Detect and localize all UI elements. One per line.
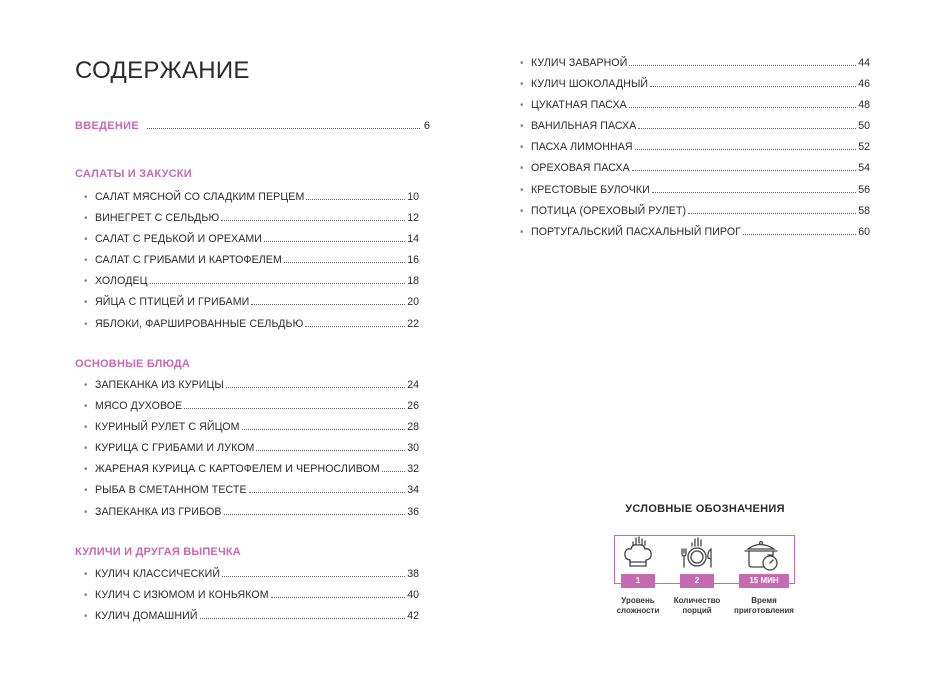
dot-leader	[224, 513, 406, 515]
bullet-icon: •	[84, 213, 88, 225]
dot-leader	[638, 127, 856, 129]
toc-entry[interactable]	[84, 211, 419, 232]
page-number: 56	[858, 183, 870, 196]
caption-line: Количество	[673, 596, 721, 605]
page-number: 14	[407, 233, 419, 246]
entry-title: ЖАРЕНАЯ КУРИЦА С КАРТОФЕЛЕМ И ЧЕРНОСЛИВОМ	[95, 463, 380, 476]
bullet-icon: •	[84, 255, 88, 267]
entry-title: САЛАТ С ГРИБАМИ И КАРТОФЕЛЕМ	[95, 254, 282, 267]
bullet-icon: •	[84, 464, 88, 476]
dot-leader	[256, 449, 405, 451]
bullet-icon: •	[84, 485, 88, 497]
toc-list-bakery-continued	[520, 56, 870, 246]
section-header-main-dishes: ОСНОВНЫЕ БЛЮДА	[75, 358, 191, 370]
toc-list-salads	[84, 190, 419, 338]
intro-label: ВВЕДЕНИЕ	[75, 120, 139, 132]
cooking-time-badge: 15 МИН	[739, 574, 789, 588]
entry-title: ЗАПЕКАНКА ИЗ ГРИБОВ	[95, 505, 222, 518]
entry-title: КУЛИЧ ШОКОЛАДНЫЙ	[531, 78, 649, 91]
entry-title: ХОЛОДЕЦ	[95, 275, 148, 288]
entry-title: КУЛИЧ ДОМАШНИЙ	[95, 610, 198, 623]
entry-title: КУЛИЧ С ИЗЮМОМ И КОНЬЯКОМ	[95, 589, 269, 602]
entry-title: КУРИНЫЙ РУЛЕТ С ЯЙЦОМ	[95, 421, 240, 434]
entry-title: КРЕСТОВЫЕ БУЛОЧКИ	[531, 183, 650, 196]
dot-leader	[305, 325, 405, 327]
entry-title: КУРИЦА С ГРИБАМИ И ЛУКОМ	[95, 442, 255, 455]
entry-title: МЯСО ДУХОВОЕ	[95, 400, 183, 413]
page-number: 6	[423, 120, 430, 132]
caption-line: приготовления	[734, 606, 794, 615]
toc-entry[interactable]	[84, 399, 419, 420]
page-number: 20	[407, 296, 419, 309]
toc-entry[interactable]	[84, 483, 419, 504]
dot-leader	[249, 491, 406, 493]
toc-entry[interactable]	[520, 225, 870, 246]
bullet-icon: •	[520, 58, 524, 69]
toc-intro-entry[interactable]	[75, 119, 430, 133]
dot-leader	[221, 219, 405, 221]
dot-leader	[200, 617, 406, 619]
toc-entry[interactable]	[84, 588, 419, 609]
toc-entry[interactable]	[84, 378, 419, 399]
bullet-icon: •	[84, 590, 88, 602]
entry-title: САЛАТ МЯСНОЙ СО СЛАДКИМ ПЕРЦЕМ	[95, 191, 305, 203]
page-number: 60	[858, 225, 870, 238]
dot-leader	[650, 85, 856, 87]
plate-cutlery-icon	[678, 536, 716, 572]
entry-title: ПОРТУГАЛЬСКИЙ ПАСХАЛЬНЫЙ ПИРОГ	[531, 225, 742, 238]
page-number: 32	[407, 463, 419, 476]
bullet-icon: •	[84, 192, 88, 203]
page-number: 18	[407, 275, 419, 288]
entry-title: КУЛИЧ ЗАВАРНОЙ	[531, 57, 628, 69]
toc-entry[interactable]	[520, 183, 870, 204]
bullet-icon: •	[84, 297, 88, 309]
bullet-icon: •	[84, 380, 88, 391]
dot-leader	[271, 596, 406, 598]
page-number: 22	[407, 317, 419, 330]
entry-title: ОРЕХОВАЯ ПАСХА	[531, 162, 630, 175]
page-number: 50	[858, 120, 870, 133]
page-number: 12	[407, 212, 419, 225]
page-number: 44	[858, 57, 870, 69]
caption-line: Время	[751, 596, 777, 605]
dot-leader	[652, 191, 856, 193]
section-header-salads: САЛАТЫ И ЗАКУСКИ	[75, 168, 192, 180]
toc-entry[interactable]	[84, 190, 419, 211]
bullet-icon: •	[520, 226, 524, 238]
toc-entry[interactable]	[520, 56, 870, 77]
page-number: 58	[858, 204, 870, 217]
page-number: 36	[407, 505, 419, 518]
dot-leader	[743, 233, 856, 235]
page-number: 16	[407, 254, 419, 267]
entry-title: ЯБЛОКИ, ФАРШИРОВАННЫЕ СЕЛЬДЬЮ	[95, 317, 304, 330]
bullet-icon: •	[84, 506, 88, 518]
caption-line: Уровень	[621, 596, 655, 605]
toc-entry[interactable]	[520, 161, 870, 182]
entry-title: КУЛИЧ КЛАССИЧЕСКИЙ	[95, 568, 221, 580]
entry-title: ВИНЕГРЕТ С СЕЛЬДЬЮ	[95, 212, 220, 225]
page-number: 52	[858, 141, 870, 154]
page-number: 48	[858, 99, 870, 112]
section-header-bakery: КУЛИЧИ И ДРУГАЯ ВЫПЕЧКА	[75, 546, 241, 558]
entry-title: ЦУКАТНАЯ ПАСХА	[531, 99, 627, 112]
page-number: 34	[407, 484, 419, 497]
dot-leader	[222, 575, 405, 577]
dot-leader	[184, 407, 405, 409]
bullet-icon: •	[520, 79, 524, 91]
page-number: 24	[407, 379, 419, 391]
dot-leader	[147, 127, 420, 129]
entry-title: РЫБА В СМЕТАННОМ ТЕСТЕ	[95, 484, 247, 497]
bullet-icon: •	[84, 422, 88, 434]
toc-entry[interactable]	[520, 204, 870, 225]
dot-leader	[629, 106, 856, 108]
bullet-icon: •	[84, 276, 88, 288]
page-number: 42	[407, 610, 419, 623]
dot-leader	[264, 240, 405, 242]
bullet-icon: •	[84, 401, 88, 413]
bullet-icon: •	[520, 163, 524, 175]
dot-leader	[306, 198, 405, 200]
toc-list-bakery	[84, 567, 419, 630]
page-number: 40	[407, 589, 419, 602]
toc-entry[interactable]	[84, 232, 419, 253]
bullet-icon: •	[84, 569, 88, 580]
caption-line: порций	[682, 606, 712, 615]
dot-leader	[251, 303, 405, 305]
legend	[600, 500, 810, 630]
entry-title: ЗАПЕКАНКА ИЗ КУРИЦЫ	[95, 379, 224, 391]
page-title: СОДЕРЖАНИЕ	[75, 57, 250, 84]
entry-title: ПОТИЦА (ОРЕХОВЫЙ РУЛЕТ)	[531, 204, 687, 217]
page-number: 28	[407, 421, 419, 434]
bullet-icon: •	[84, 318, 88, 330]
toc-list-main-dishes	[84, 378, 419, 526]
legend-title: УСЛОВНЫЕ ОБОЗНАЧЕНИЯ	[625, 503, 785, 515]
toc-entry[interactable]	[520, 77, 870, 98]
dot-leader	[242, 428, 406, 430]
bullet-icon: •	[84, 234, 88, 246]
toc-entry[interactable]	[84, 295, 419, 316]
bullet-icon: •	[520, 205, 524, 217]
toc-entry[interactable]	[84, 567, 419, 588]
toc-entry[interactable]	[84, 462, 419, 483]
bullet-icon: •	[520, 142, 524, 154]
bullet-icon: •	[84, 611, 88, 623]
bullet-icon: •	[520, 121, 524, 133]
dot-leader	[688, 212, 856, 214]
servings-badge: 2	[680, 574, 714, 588]
bullet-icon: •	[84, 443, 88, 455]
page-number: 10	[407, 191, 419, 203]
toc-entry[interactable]	[84, 609, 419, 630]
entry-title: ЯЙЦА С ПТИЦЕЙ И ГРИБАМИ	[95, 296, 250, 309]
dot-leader	[635, 148, 857, 150]
toc-entry[interactable]	[84, 441, 419, 462]
page-number: 26	[407, 400, 419, 413]
toc-entry[interactable]	[520, 140, 870, 161]
bullet-icon: •	[520, 100, 524, 112]
difficulty-badge: 1	[621, 574, 655, 588]
entry-title: САЛАТ С РЕДЬКОЙ И ОРЕХАМИ	[95, 233, 263, 246]
pot-timer-icon	[743, 536, 781, 572]
cooking-time-caption	[729, 596, 799, 616]
toc-entry[interactable]	[84, 317, 419, 338]
page-number: 30	[407, 442, 419, 455]
dot-leader	[382, 470, 405, 472]
chef-hat-icon	[619, 536, 657, 572]
dot-leader	[150, 282, 406, 284]
toc-entry[interactable]	[520, 119, 870, 140]
bullet-icon: •	[520, 184, 524, 196]
page-number: 38	[407, 568, 419, 580]
dot-leader	[629, 64, 856, 66]
page-number: 54	[858, 162, 870, 175]
dot-leader	[284, 261, 405, 263]
toc-entry[interactable]	[84, 274, 419, 295]
entry-title: ВАНИЛЬНАЯ ПАСХА	[531, 120, 637, 133]
dot-leader	[226, 386, 405, 388]
toc-entry[interactable]	[84, 253, 419, 274]
toc-entry[interactable]	[84, 420, 419, 441]
toc-entry[interactable]	[84, 505, 419, 526]
toc-entry[interactable]	[520, 98, 870, 119]
servings-caption	[662, 596, 732, 616]
caption-line: сложности	[616, 606, 660, 615]
entry-title: ПАСХА ЛИМОННАЯ	[531, 141, 633, 154]
page-number: 46	[858, 78, 870, 91]
dot-leader	[632, 169, 856, 171]
